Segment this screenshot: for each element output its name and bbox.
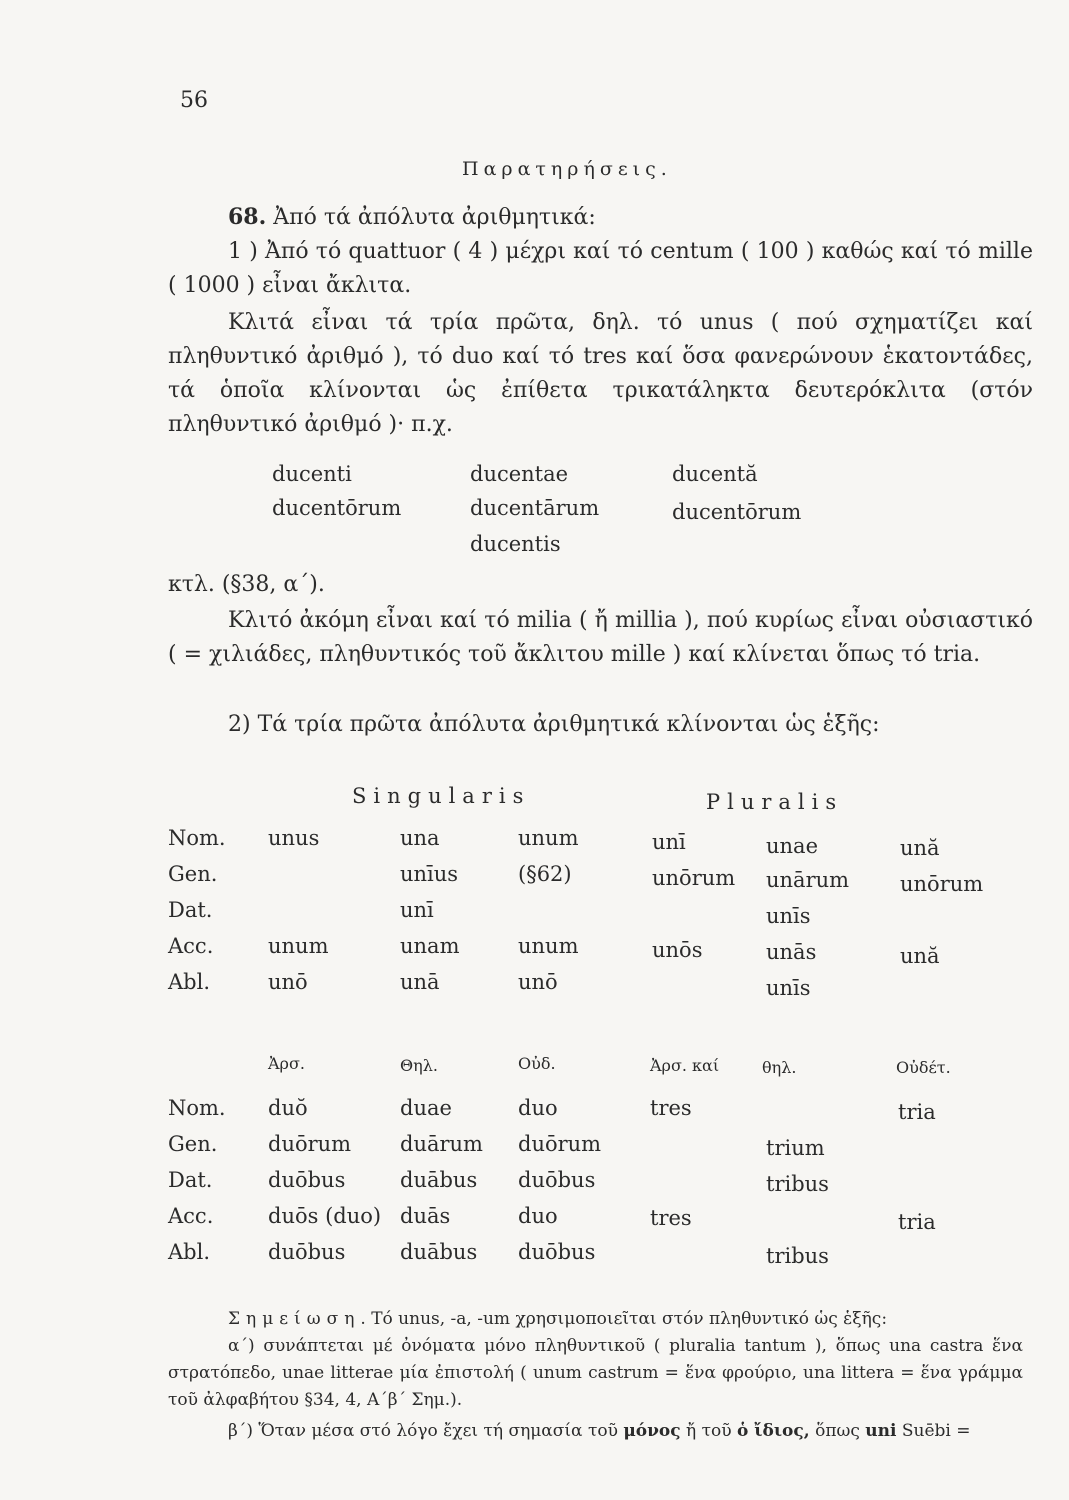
- sing-f-acc: unam: [400, 934, 460, 958]
- pluralis-header: Pluralis: [706, 790, 844, 814]
- tria-nom: tria: [898, 1100, 936, 1124]
- duo-header-f: Θηλ.: [400, 1056, 438, 1075]
- para-p1: 1 ) Ἀπό τό quattuor ( 4 ) μέχρι καί τό centum ( 100 ) καθώς καί τό mille ( 1000 ) εἶναι ἄκλιτα.: [168, 239, 1033, 298]
- note-beta-opos: ὅπως: [815, 1421, 860, 1441]
- tribus-abl: tribus: [766, 1244, 829, 1268]
- unus-case-acc: Acc.: [168, 934, 214, 958]
- duo-f-gen: duārum: [400, 1132, 483, 1156]
- note-beta-pre: β΄) Ὅταν μέσα στό λόγο ἔχει τή σημασία τοῦ: [228, 1421, 618, 1441]
- note-intro-text: . Τό unus, -a, -um χρησιμοποιεῖται στόν πληθυντικό ὡς ἑξῆς:: [360, 1309, 888, 1329]
- singularis-header: Singularis: [352, 784, 531, 808]
- sing-m-abl: unō: [268, 970, 308, 994]
- duo-m-gen: duōrum: [268, 1132, 352, 1156]
- tria-acc: tria: [898, 1210, 936, 1234]
- para-heading-text: Ἀπό τά ἀπόλυτα ἀριθμητικά:: [273, 205, 596, 230]
- ducenti-n2: ducentōrum: [672, 500, 802, 524]
- note: [168, 1306, 1023, 1445]
- tres-acc: tres: [650, 1206, 692, 1230]
- unus-case-abl: Abl.: [168, 970, 210, 994]
- note-beta-monos: μόνος: [623, 1421, 681, 1441]
- page-number: 56: [180, 88, 208, 113]
- duo-case-gen: Gen.: [168, 1132, 218, 1156]
- unus-case-dat: Dat.: [168, 898, 213, 922]
- duo-f-acc: duās: [400, 1204, 451, 1228]
- ducenti-m1: ducenti: [272, 462, 352, 486]
- plur-m-nom: unī: [652, 830, 686, 854]
- duo-case-dat: Dat.: [168, 1168, 213, 1192]
- ducenti-f1: ducentae: [470, 462, 569, 486]
- duo-n-acc: duo: [518, 1204, 558, 1228]
- paragraph-68: [168, 200, 1033, 442]
- note-beta-uni: uni: [865, 1421, 897, 1441]
- plur-n-nom: ună: [900, 836, 940, 860]
- duo-f-dat: duābus: [400, 1168, 478, 1192]
- plur-f-dat: unīs: [766, 904, 811, 928]
- ducenti-f3: ducentis: [470, 532, 561, 556]
- plur-m-gen: unōrum: [652, 866, 736, 890]
- note-beta-end: Suēbi =: [901, 1421, 971, 1441]
- note-beta-or: ἤ τοῦ: [686, 1421, 732, 1441]
- ktl-line: κτλ. (§38, α΄).: [168, 572, 325, 597]
- tres-header-mf: Ἀρσ. καί: [650, 1056, 720, 1075]
- paragraph-tria: 2) Τά τρία πρῶτα ἀπόλυτα ἀριθμητικά κλίνονται ὡς ἑξῆς:: [228, 712, 880, 737]
- note-beta-idios: ὁ ἴδιος,: [737, 1421, 810, 1441]
- duo-f-abl: duābus: [400, 1240, 478, 1264]
- sing-f-dat: unī: [400, 898, 434, 922]
- para-number: 68.: [228, 204, 267, 230]
- duo-case-abl: Abl.: [168, 1240, 210, 1264]
- section-title: Παρατηρήσεις.: [462, 158, 672, 180]
- para-p2: Κλιτά εἶναι τά τρία πρῶτα, δηλ. τό unus ( πού σχηματίζει καί πληθυντικό ἀριθμό ), τό duo καί τό tres καί ὅσα φανερώνουν ἑκατοντάδες, τά ὁποῖα κλίνονται ὡς ἐπίθετα τρικατάληκτα δευτερόκλιτα (στόν πληθυντικό ἀριθμό )· π.χ.: [168, 310, 1033, 437]
- sing-f-nom: una: [400, 826, 440, 850]
- note-beta: [168, 1418, 1023, 1445]
- sing-f-abl: unā: [400, 970, 440, 994]
- sing-n-gen: (§62): [518, 862, 572, 886]
- duo-n-nom: duo: [518, 1096, 558, 1120]
- plur-m-acc: unōs: [652, 938, 703, 962]
- duo-m-dat: duōbus: [268, 1168, 346, 1192]
- ducenti-m2: ducentōrum: [272, 496, 402, 520]
- sing-m-acc: unum: [268, 934, 329, 958]
- duo-n-dat: duōbus: [518, 1168, 596, 1192]
- duo-header-m: Ἀρσ.: [268, 1054, 305, 1073]
- duo-header-n: Οὐδ.: [518, 1054, 556, 1073]
- note-intro: [168, 1306, 1023, 1333]
- plur-f-nom: unae: [766, 834, 818, 858]
- unus-case-nom: Nom.: [168, 826, 226, 850]
- note-alpha: α΄) συνάπτεται μέ ὀνόματα μόνο πληθυντικοῦ ( pluralia tantum ), ὅπως una castra ἕνα στρατόπεδο, unae litterae μία ἐπιστολή ( unum castrum = ἕνα φρούριο, una littera = ἕνα γράμμα τοῦ ἀλφαβήτου §34, 4, Α΄β΄ Σημ.).: [168, 1336, 1023, 1410]
- tres-header-f: θηλ.: [762, 1058, 797, 1077]
- plur-f-abl: unīs: [766, 976, 811, 1000]
- tres-header-n: Οὐδέτ.: [896, 1058, 951, 1077]
- duo-n-abl: duōbus: [518, 1240, 596, 1264]
- duo-case-nom: Nom.: [168, 1096, 226, 1120]
- sing-n-nom: unum: [518, 826, 579, 850]
- plur-f-acc: unās: [766, 940, 817, 964]
- sing-n-abl: unō: [518, 970, 558, 994]
- duo-m-abl: duōbus: [268, 1240, 346, 1264]
- duo-f-nom: duae: [400, 1096, 452, 1120]
- sing-m-nom: unus: [268, 826, 320, 850]
- sing-n-acc: unum: [518, 934, 579, 958]
- duo-n-gen: duōrum: [518, 1132, 602, 1156]
- tres-nom: tres: [650, 1096, 692, 1120]
- note-label: Σημείωση: [228, 1309, 361, 1329]
- plur-n-gen: unōrum: [900, 872, 984, 896]
- paragraph-milia: Κλιτό ἀκόμη εἶναι καί τό milia ( ἤ millia ), πού κυρίως εἶναι οὐσιαστικό ( = χιλιάδες, πληθυντικός τοῦ ἄκλιτου mille ) καί κλίνεται ὅπως τό tria.: [168, 608, 1033, 667]
- duo-m-nom: duŏ: [268, 1096, 308, 1120]
- ducenti-n1: ducentă: [672, 462, 758, 486]
- ducenti-f2: ducentārum: [470, 496, 600, 520]
- plur-n-acc: ună: [900, 944, 940, 968]
- duo-m-acc: duōs (duo): [268, 1204, 382, 1228]
- trium-gen: trium: [766, 1136, 825, 1160]
- para-heading: [168, 200, 1033, 235]
- unus-case-gen: Gen.: [168, 862, 218, 886]
- tribus-dat: tribus: [766, 1172, 829, 1196]
- plur-f-gen: unārum: [766, 868, 850, 892]
- sing-m-gen: unīus: [400, 862, 459, 886]
- duo-case-acc: Acc.: [168, 1204, 214, 1228]
